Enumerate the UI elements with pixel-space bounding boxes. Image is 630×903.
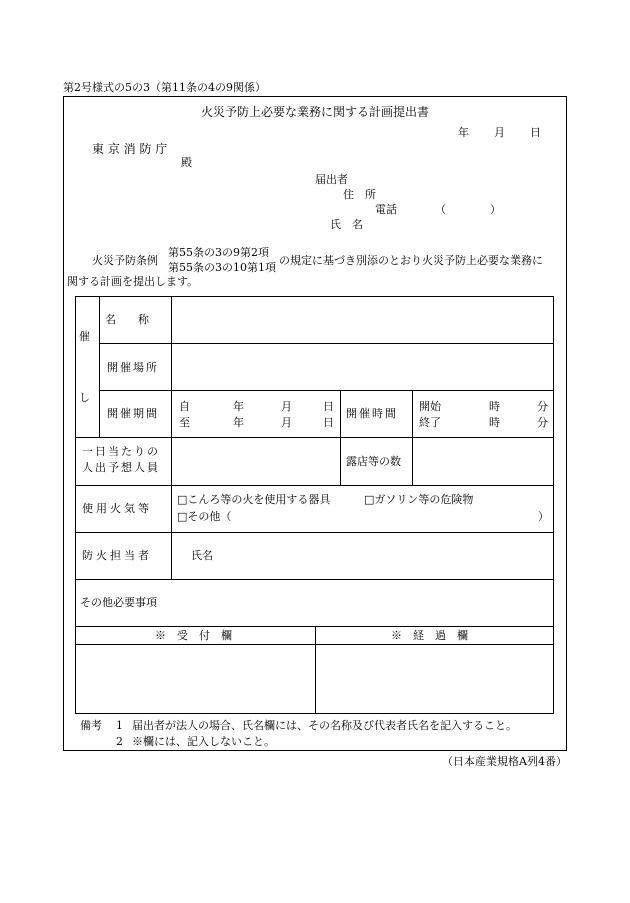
date-month-label: 月	[494, 126, 505, 139]
applicant-label: 届出者	[315, 173, 348, 186]
attendance-label-line1: 一日当たりの	[82, 445, 160, 458]
date-year-label: 年	[458, 126, 469, 139]
name-label: 名 称	[105, 313, 149, 326]
period-from-day: 日	[323, 400, 334, 413]
statement-suffix: の規定に基づき別添のとおり火災予防上必要な業務に	[279, 254, 543, 267]
other-matters-label: その他必要事項	[80, 596, 157, 609]
period-to-day: 日	[323, 416, 334, 429]
progress-column-label: ※ 経 過 欄	[391, 629, 468, 642]
paper-size-note: （日本産業規格A列4番）	[442, 755, 567, 768]
attendance-label-line2: 人出予想人員	[82, 461, 160, 474]
honorific: 殿	[181, 156, 192, 169]
statement-ref2: 第55条の3の10第1項	[168, 261, 276, 274]
period-to-year: 年	[233, 416, 244, 429]
rule-time-right	[412, 390, 413, 485]
rule-period-bottom	[75, 437, 554, 438]
note-1-number: 1	[116, 719, 123, 732]
fire-option-other-close: ）	[538, 510, 549, 523]
time-start-minute: 分	[537, 400, 548, 413]
rule-fire-bottom	[75, 532, 554, 533]
time-end-minute: 分	[537, 416, 548, 429]
rule-venue-bottom	[99, 390, 554, 391]
note-2-number: 2	[116, 735, 123, 748]
addressee: 東 京 消 防 庁	[92, 142, 168, 156]
period-to-month: 月	[281, 416, 292, 429]
venue-label: 開催場所	[107, 361, 159, 374]
period-to-label: 至	[179, 416, 190, 429]
stalls-label: 露店等の数	[346, 455, 401, 468]
rule-event-column	[99, 296, 100, 437]
applicant-name-label: 氏 名	[330, 218, 363, 231]
event-label-bottom: し	[79, 391, 90, 404]
fire-option-other[interactable]: □その他（	[177, 510, 232, 523]
statement-line2: 関する計画を提出します。	[67, 275, 199, 288]
event-label-top: 催	[79, 330, 90, 343]
note-2: ※欄には、記入しないこと。	[132, 735, 275, 748]
time-end-hour: 時	[489, 416, 500, 429]
time-start-hour: 時	[489, 400, 500, 413]
form-title: 火災予防上必要な業務に関する計画提出書	[201, 105, 430, 119]
rule-officer-bottom	[75, 579, 554, 580]
officer-name-label: 氏名	[191, 549, 213, 562]
applicant-address-label: 住 所	[343, 188, 376, 201]
time-end-label: 終了	[419, 416, 441, 429]
period-label: 開催期間	[107, 407, 159, 420]
fire-option-hazardous[interactable]: □ガソリン等の危険物	[364, 493, 474, 506]
statement-ref1: 第55条の3の9第2項	[168, 246, 269, 259]
note-1: 届出者が法人の場合、氏名欄には、その名称及び代表者氏名を記入すること。	[132, 719, 517, 732]
applicant-phone-label: 電話	[375, 203, 397, 216]
form-number: 第2号様式の5の3（第11条の4の9関係）	[63, 81, 266, 94]
period-from-label: 自	[179, 400, 190, 413]
rule-label-column	[171, 296, 172, 579]
time-start-label: 開始	[419, 400, 441, 413]
fire-option-stove[interactable]: □こんろ等の火を使用する器具	[177, 493, 331, 506]
time-label: 開催時間	[346, 407, 398, 420]
rule-time-left	[340, 390, 341, 485]
applicant-phone-parens: （ ）	[435, 203, 501, 216]
period-from-month: 月	[281, 400, 292, 413]
date-day-label: 日	[530, 126, 541, 139]
rule-remarks-split	[315, 626, 316, 714]
reception-column-label: ※ 受 付 欄	[155, 629, 232, 642]
period-from-year: 年	[233, 400, 244, 413]
statement-prefix: 火災予防条例	[92, 254, 158, 267]
officer-label: 防火担当者	[82, 549, 152, 562]
rule-name-bottom	[99, 343, 554, 344]
fire-use-label: 使用火気等	[82, 502, 152, 515]
notes-label: 備考	[80, 719, 102, 732]
rule-attendance-bottom	[75, 485, 554, 486]
